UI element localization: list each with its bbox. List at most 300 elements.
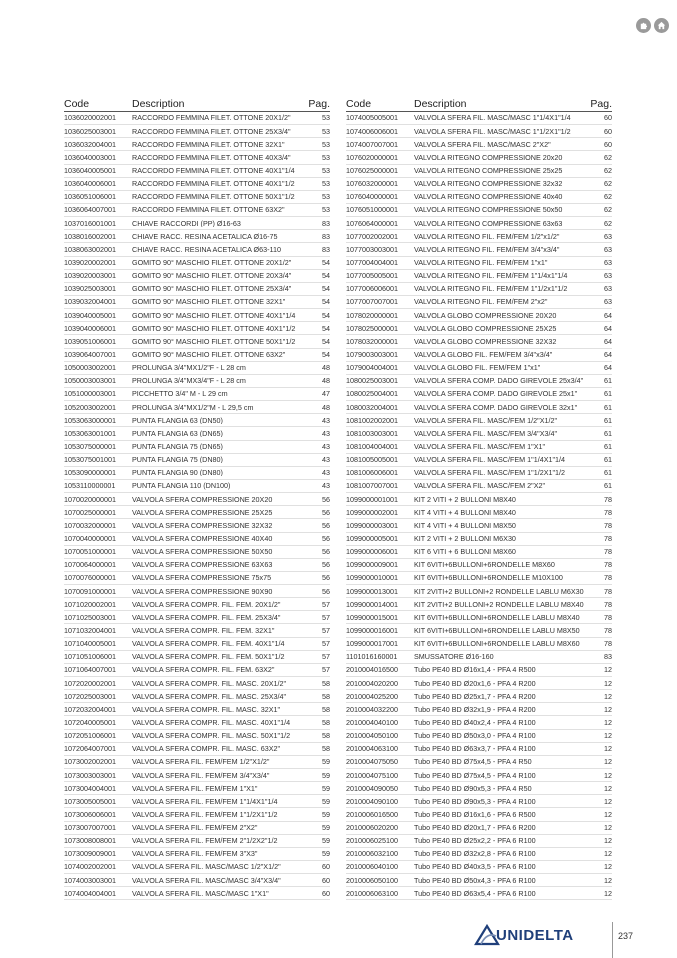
page-cell: 54 [322,284,330,294]
table-row [346,257,612,270]
description-cell: KIT 4 VITI + 4 BULLONI M8X50 [414,521,516,530]
page-cell: 63 [604,231,612,241]
description-cell: VALVOLA GLOBO COMPRESSIONE 32X32 [414,337,557,346]
table-row [64,151,330,164]
table-row [346,677,612,690]
code-cell: 1074003003001 [64,876,116,884]
table-row [64,204,330,217]
description-cell: PUNTA FLANGIA 63 (DN65) [132,429,223,438]
table-row [64,375,330,388]
code-cell: 1050003003001 [64,377,116,385]
code-cell: 1036064007001 [64,206,116,214]
code-cell: 1099000005001 [346,534,398,543]
description-cell: VALVOLA SFERA COMPR. FIL. FEM. 63X2" [132,666,275,674]
description-cell: VALVOLA RITEGNO FIL. FEM/FEM 2"x2" [414,298,548,306]
table-row [64,703,330,716]
description-cell: VALVOLA SFERA COMPR. FIL. FEM. 32X1" [132,626,275,635]
code-cell: 1076020000001 [346,153,398,162]
page-cell: 53 [322,166,330,176]
table-row [346,598,612,611]
description-cell: VALVOLA SFERA FIL. MASC/FEM 3/4"X3/4" [414,429,558,438]
description-cell: VALVOLA SFERA COMPR. FIL. FEM. 40X1"1/4 [132,640,285,648]
code-cell: 1074002002001 [64,863,116,871]
code-cell: 1099000003001 [346,521,398,530]
description-cell: VALVOLA RITEGNO COMPRESSIONE 50x50 [414,206,563,214]
table-row [64,493,330,506]
code-cell: 1081006006001 [346,469,398,477]
code-cell: 1074007007001 [346,140,398,148]
description-cell: VALVOLA SFERA FIL. FEM/FEM 3"X3" [132,850,258,858]
table-row [64,309,330,322]
description-cell: PUNTA FLANGIA 63 (DN50) [132,416,223,424]
code-cell: 1076032000001 [346,180,398,188]
code-cell: 1076040000001 [346,193,398,201]
description-cell: GOMITO 90° MASCHIO FILET. OTTONE 20X1/2" [132,259,292,267]
code-cell: 1080025004001 [346,390,398,398]
page-cell: 61 [604,468,612,478]
description-cell: RACCORDO FEMMINA FILET. OTTONE 20X1/2" [132,114,291,122]
page-cell: 78 [604,639,612,649]
page-cell: 83 [322,244,330,254]
page-cell: 56 [322,547,330,557]
code-cell: 2010004063100 [346,745,398,753]
code-cell: 1077003003001 [346,245,398,254]
table-row [346,651,612,664]
table-row [346,769,612,782]
page-cell: 64 [604,363,612,373]
description-cell: PROLUNGA 3/4"MX1/2"F - L 28 cm [132,364,246,372]
code-cell: 1039051006001 [64,337,116,346]
page-cell: 56 [322,560,330,570]
page-cell: 53 [322,139,330,149]
code-cell: 1077006006001 [346,285,398,293]
description-cell: VALVOLA GLOBO COMPRESSIONE 25X25 [414,324,557,332]
table-row [64,125,330,138]
page-cell: 58 [322,731,330,741]
description-cell: CHIAVE RACCORDI (PP) Ø16-63 [132,219,241,227]
page-cell: 43 [322,441,330,451]
description-cell: VALVOLA SFERA COMP. DADO GIREVOLE 25x1" [414,390,578,398]
table-row [64,861,330,874]
page-cell: 43 [322,481,330,491]
page-cell: 54 [322,350,330,359]
code-cell: 1037016001001 [64,219,116,227]
code-cell: 1072032004001 [64,705,116,713]
description-cell: GOMITO 90° MASCHIO FILET. OTTONE 25X3/4" [132,285,292,293]
code-cell: 1039032004001 [64,298,116,306]
page-cell: 12 [604,809,612,819]
code-cell: 1036040005001 [64,167,116,175]
table-row [346,204,612,217]
description-cell: VALVOLA SFERA FIL. MASC/FEM 1"1/4X1"1/4 [414,456,566,464]
page-cell: 12 [604,704,612,714]
code-cell: 1070032000001 [64,521,116,530]
page-cell: 83 [322,218,330,228]
description-cell: CHIAVE RACC. RESINA ACETALICA Ø16-75 [132,232,278,240]
description-cell: VALVOLA SFERA FIL. MASC/MASC 2"X2" [414,140,551,148]
table-row [346,611,612,624]
table-row [346,467,612,480]
page-cell: 61 [604,455,612,465]
page-cell: 48 [322,376,330,386]
description-cell: VALVOLA RITEGNO COMPRESSIONE 20x20 [414,153,563,162]
code-cell: 1053075000001 [64,442,116,451]
page-cell: 62 [604,205,612,215]
page-cell: 61 [604,428,612,438]
page-cell: 48 [322,402,330,412]
code-cell: 1076025000001 [346,167,398,175]
code-cell: 2010004075050 [346,758,398,766]
page-cell: 63 [604,258,612,268]
description-cell: VALVOLA RITEGNO COMPRESSIONE 40x40 [414,193,563,201]
table-row [346,112,612,125]
code-cell: 1071020002001 [64,600,116,608]
puzzle-icon[interactable] [636,18,651,33]
table-row [64,230,330,243]
description-cell: Tubo PE40 BD Ø50x3,0 - PFA 4 R100 [414,732,536,740]
page-cell: 43 [322,428,330,438]
table-row [346,559,612,572]
table-row [346,848,612,861]
description-cell: PROLUNGA 3/4"MX1/2"M - L 29,5 cm [132,403,254,411]
code-cell: 1074005005001 [346,114,398,122]
table-row [64,454,330,467]
code-cell: 2010004025200 [346,692,398,700]
page-cell: 78 [604,573,612,583]
code-cell: 1038063002001 [64,245,116,254]
code-cell: 1072025003001 [64,692,116,700]
table-row [64,848,330,861]
description-cell: Tubo PE40 BD Ø50x4,3 - PFA 6 R100 [414,876,536,884]
code-cell: 2010004020200 [346,679,398,687]
code-cell: 1080032004001 [346,403,398,411]
description-cell: KIT 4 VITI + 4 BULLONI M8X40 [414,508,516,516]
table-row [346,362,612,375]
description-cell: RACCORDO FEMMINA FILET. OTTONE 40X3/4" [132,153,291,162]
page-cell: 78 [604,586,612,596]
description-cell: VALVOLA SFERA COMPR. FIL. MASC. 40X1"1/4 [132,718,291,727]
description-cell: Tubo PE40 BD Ø25x2,2 - PFA 6 R100 [414,837,536,845]
code-cell: 1070025000001 [64,508,116,516]
page-cell: 59 [322,770,330,780]
page-cell: 61 [604,402,612,412]
description-cell: Tubo PE40 BD Ø32x2,8 - PFA 6 R100 [414,850,536,858]
page-cell: 59 [322,809,330,819]
description-cell: Tubo PE40 BD Ø90x5,3 - PFA 4 R50 [414,784,532,792]
code-cell: 1099000002001 [346,508,398,516]
table-row [64,690,330,703]
page-cell: 78 [604,612,612,622]
table-row [64,624,330,637]
page-cell: 58 [322,704,330,714]
description-cell: VALVOLA SFERA COMPR. FIL. MASC. 63X2" [132,745,281,753]
code-cell: 1099000017001 [346,640,398,648]
code-cell: 1070064000001 [64,561,116,569]
code-cell: 1079003003001 [346,351,398,359]
table-row [64,782,330,795]
description-cell: VALVOLA SFERA FIL. FEM/FEM 2"X2" [132,824,258,832]
header-code: Code [346,98,372,110]
table-row [346,808,612,821]
table-row [64,283,330,296]
table-row [64,598,330,611]
description-cell: VALVOLA SFERA FIL. FEM/FEM 1"1/4X1"1/4 [132,797,278,805]
description-cell: VALVOLA SFERA FIL. MASC/MASC 1"X1" [132,889,269,897]
page-cell: 64 [604,310,612,320]
table-row [64,756,330,769]
page-cell: 78 [604,560,612,570]
table-row [346,624,612,637]
description-cell: VALVOLA GLOBO FIL. FEM/FEM 3/4"x3/4" [414,351,553,359]
code-cell: 1076051000001 [346,206,398,214]
description-cell: VALVOLA SFERA COMPRESSIONE 90X90 [132,587,273,595]
code-cell: 1081002002001 [346,416,398,424]
description-cell: VALVOLA RITEGNO FIL. FEM/FEM 1"x1" [414,259,548,267]
page-cell: 12 [604,744,612,754]
table-row [64,677,330,690]
table-row [346,296,612,309]
table-row [64,822,330,835]
table-row [346,270,612,283]
table-row [64,362,330,375]
code-cell: 1077004004001 [346,259,398,267]
code-cell: 1052003002001 [64,403,116,411]
page-cell: 12 [604,783,612,793]
page-cell: 58 [322,744,330,754]
table-row [346,638,612,651]
table-row [346,349,612,362]
code-cell: 1076064000001 [346,219,398,227]
description-cell: VALVOLA GLOBO FIL. FEM/FEM 1"x1" [414,364,541,372]
table-row [64,217,330,230]
page-cell: 54 [322,336,330,346]
page-cell: 56 [322,520,330,530]
table-row [64,716,330,729]
page-cell: 53 [322,179,330,189]
description-cell: VALVOLA SFERA FIL. FEM/FEM 1"1/2X1"1/2 [132,810,278,819]
header-page: Pag. [308,98,330,110]
header-page: Pag. [590,98,612,110]
description-cell: VALVOLA SFERA COMPR. FIL. MASC. 20X1/2" [132,679,287,687]
code-cell: 2010004090050 [346,784,398,792]
description-cell: VALVOLA SFERA COMPR. FIL. FEM. 20X1/2" [132,600,281,608]
brand-name: UNIDELTA [496,926,574,944]
table-row [64,874,330,887]
code-cell: 1071032004001 [64,626,116,635]
code-cell: 1080025003001 [346,377,398,385]
table-row [346,835,612,848]
description-cell: VALVOLA SFERA COMPR. FIL. FEM. 25X3/4" [132,613,281,622]
code-cell: 1053075001001 [64,456,116,464]
page-cell: 53 [322,113,330,123]
table-row [346,493,612,506]
code-cell: 1081007007001 [346,482,398,490]
code-cell: 1073002002001 [64,758,116,766]
code-cell: 1038016002001 [64,232,116,240]
description-cell: KIT 6VITI+6BULLONI+6RONDELLE M10X100 [414,574,563,582]
page-cell: 60 [604,139,612,149]
code-cell: 1070076000001 [64,574,116,582]
table-row [346,322,612,335]
table-row [64,572,330,585]
table-row [346,664,612,677]
table-row [346,506,612,519]
code-cell: 2010006016500 [346,810,398,819]
code-cell: 1073008008001 [64,837,116,845]
code-cell: 1078032000001 [346,337,398,346]
code-cell: 2010006025100 [346,837,398,845]
code-cell: 1039020003001 [64,272,116,280]
code-cell: 2010004050100 [346,732,398,740]
code-cell: 1074006006001 [346,127,398,135]
page-cell: 61 [604,441,612,451]
table-row [64,427,330,440]
description-cell: PICCHETTO 3/4" M - L 29 cm [132,390,228,398]
code-cell: 1070051000001 [64,548,116,556]
description-cell: RACCORDO FEMMINA FILET. OTTONE 25X3/4" [132,127,291,135]
page-cell: 63 [604,284,612,294]
page-cell: 57 [322,612,330,622]
code-cell: 2010004032200 [346,705,398,713]
page-cell: 61 [604,415,612,425]
description-cell: Tubo PE40 BD Ø20x1,6 - PFA 4 R200 [414,679,536,687]
code-cell: 1053063001001 [64,429,116,438]
code-cell: 2010004090100 [346,797,398,805]
description-cell: VALVOLA SFERA COMPRESSIONE 32X32 [132,521,273,530]
code-cell: 1039040006001 [64,324,116,332]
code-cell: 2010006040100 [346,863,398,871]
description-cell: KIT 6VITI+6BULLONI+6RONDELLE M8X60 [414,561,555,569]
description-cell: VALVOLA SFERA FIL. MASC/FEM 1"X1" [414,442,546,451]
code-cell: 1071025003001 [64,613,116,622]
page-cell: 61 [604,389,612,399]
code-cell: 2010006063100 [346,889,398,897]
table-row [64,191,330,204]
page-cell: 62 [604,166,612,176]
description-cell: KIT 6 VITI + 6 BULLONI M8X60 [414,548,516,556]
table-row [64,546,330,559]
description-cell: VALVOLA SFERA COMPR. FIL. MASC. 25X3/4" [132,692,287,700]
page-cell: 56 [322,507,330,517]
page-cell: 57 [322,625,330,635]
page-cell: 78 [604,520,612,530]
page-cell: 53 [322,152,330,162]
page-cell: 59 [322,783,330,793]
page-cell: 60 [604,126,612,136]
top-nav-icons [636,18,669,33]
code-cell: 1073006006001 [64,810,116,819]
description-cell: GOMITO 90° MASCHIO FILET. OTTONE 40X1"1/2 [132,324,296,332]
table-row [64,322,330,335]
description-cell: VALVOLA SFERA FIL. MASC/MASC 3/4"X3/4" [132,876,281,884]
description-cell: RACCORDO FEMMINA FILET. OTTONE 50X1"1/2 [132,193,295,201]
table-row [346,441,612,454]
code-cell: 1036020002001 [64,114,116,122]
table-row [346,230,612,243]
page-cell: 60 [322,888,330,898]
table-header [64,96,330,112]
description-cell: Tubo PE40 BD Ø16x1,6 - PFA 6 R500 [414,810,536,819]
code-cell: 1039064007001 [64,351,116,359]
page-cell: 60 [322,875,330,885]
description-cell: PUNTA FLANGIA 110 (DN100) [132,482,231,490]
table-row [346,427,612,440]
page-cell: 12 [604,849,612,859]
description-cell: PUNTA FLANGIA 90 (DN80) [132,469,223,477]
table-row [346,243,612,256]
description-cell: GOMITO 90° MASCHIO FILET. OTTONE 63X2" [132,351,286,359]
table-row [64,585,330,598]
page-cell: 64 [604,336,612,346]
code-cell: 1099000015001 [346,613,398,622]
table-row [64,138,330,151]
description-cell: KIT 6VITI+6BULLONI+6RONDELLE LABLU M8X50 [414,626,580,635]
page-cell: 59 [322,823,330,833]
code-cell: 1071051006001 [64,653,116,661]
page-cell: 61 [604,481,612,491]
description-cell: Tubo PE40 BD Ø40x3,5 - PFA 6 R100 [414,863,536,871]
code-cell: 1053063000001 [64,416,116,424]
code-cell: 2010006020200 [346,824,398,832]
table-row [346,151,612,164]
description-cell: PUNTA FLANGIA 75 (DN65) [132,442,223,451]
header-description: Description [414,98,467,110]
page-cell: 12 [604,717,612,727]
table-row [346,335,612,348]
table-row [346,454,612,467]
table-row [64,769,330,782]
page-cell: 59 [322,757,330,767]
code-cell: 1078025000001 [346,324,398,332]
code-cell: 1072051006001 [64,732,116,740]
table-row [64,335,330,348]
page-cell: 12 [604,875,612,885]
header-code: Code [64,98,90,110]
page-cell: 57 [322,639,330,649]
description-cell: VALVOLA RITEGNO COMPRESSIONE 63x63 [414,219,563,227]
code-cell: 1070040000001 [64,534,116,543]
table-row [346,480,612,493]
page-cell: 58 [322,717,330,727]
code-cell: 1036040003001 [64,153,116,162]
page-cell: 62 [604,218,612,228]
code-cell: 1074004004001 [64,889,116,897]
unidelta-logo [474,924,574,946]
code-cell: 1070091000001 [64,587,116,595]
table-row [64,611,330,624]
home-icon[interactable] [654,18,669,33]
description-cell: Tubo PE40 BD Ø20x1,7 - PFA 6 R200 [414,824,536,832]
page-cell: 57 [322,652,330,662]
description-cell: VALVOLA SFERA COMPRESSIONE 75x75 [132,574,272,582]
description-cell: RACCORDO FEMMINA FILET. OTTONE 32X1" [132,140,285,148]
description-cell: KIT 6VITI+6BULLONI+6RONDELLE LABLU M8X40 [414,613,580,622]
code-cell: 1099000013001 [346,587,398,595]
code-cell: 1073003003001 [64,771,116,779]
code-cell: 2010004040100 [346,718,398,727]
table-row [64,401,330,414]
table-row [346,585,612,598]
table-row [64,270,330,283]
description-cell: VALVOLA RITEGNO COMPRESSIONE 25x25 [414,167,563,175]
page-cell: 78 [604,547,612,557]
table-row [64,165,330,178]
table-row [346,309,612,322]
table-row [346,519,612,532]
page-number-divider [612,922,613,958]
description-cell: KIT 2 VITI + 2 BULLONI M8X40 [414,495,516,503]
page-cell: 54 [322,323,330,333]
